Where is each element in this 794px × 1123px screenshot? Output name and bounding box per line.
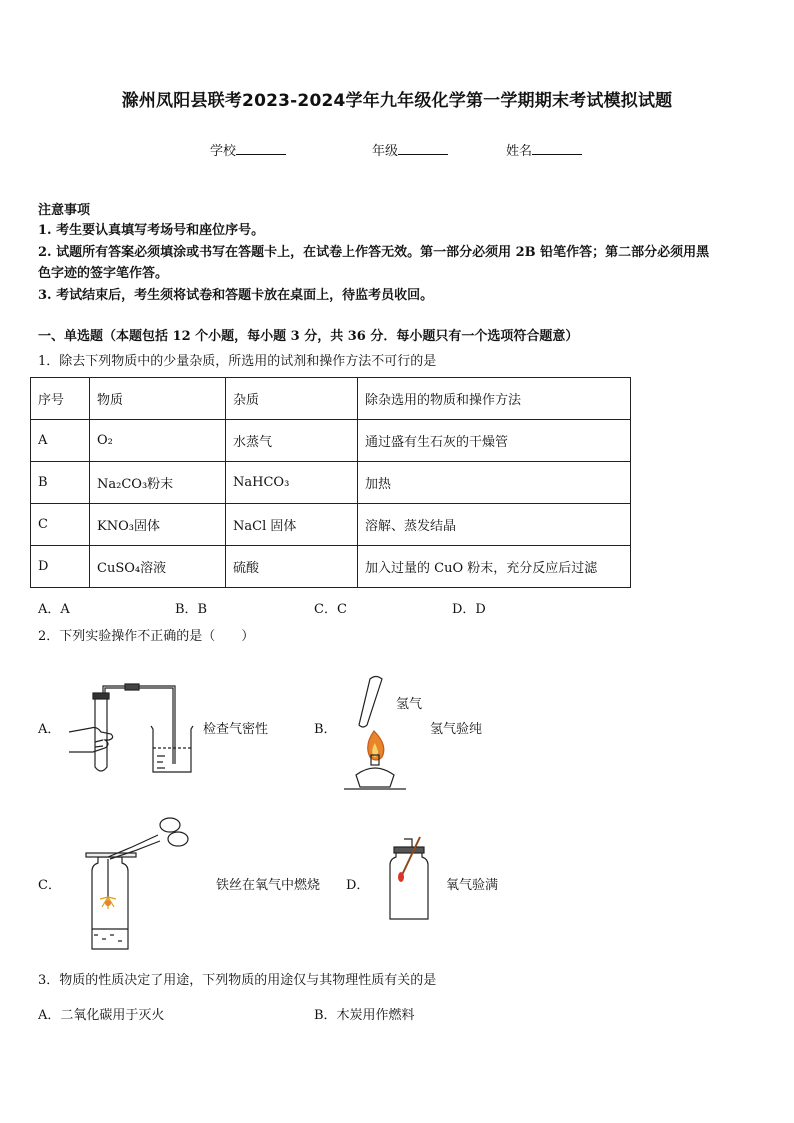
- q2-option-a-caption: 检查气密性: [203, 722, 269, 737]
- q2-option-b-tag: 氢气: [396, 697, 423, 712]
- table-cell: C: [31, 504, 90, 546]
- note-item-2-cont: 色字迹的签字笔作答。: [38, 266, 169, 281]
- name-label: 姓名: [506, 144, 533, 159]
- table-header: 除杂选用的物质和操作方法: [358, 378, 631, 420]
- note-item-3: 3. 考试结束后，考生须将试卷和答题卡放在桌面上，待监考员收回。: [38, 288, 434, 303]
- section-heading: 一、单选题（本题包括 12 个小题，每小题 3 分，共 36 分．每小题只有一个选项符合题意）: [38, 329, 579, 344]
- grade-label: 年级: [372, 144, 399, 159]
- q3-option-a[interactable]: A．二氧化碳用于灭火: [38, 1008, 165, 1023]
- table-cell: 硫酸: [226, 546, 358, 588]
- school-label: 学校: [210, 144, 237, 159]
- q1-stem: 1．除去下列物质中的少量杂质，所选用的试剂和操作方法不可行的是: [38, 354, 437, 369]
- table-row: [31, 546, 631, 588]
- table-row: [31, 462, 631, 504]
- table-cell: O₂: [90, 420, 226, 462]
- note-item-2: 2. 试题所有答案必须填涂或书写在答题卡上，在试卷上作答无效。第一部分必须用 2B 铅笔作答；第二部分必须用黑: [38, 245, 710, 260]
- table-cell: B: [31, 462, 90, 504]
- q2-option-d-caption: 氧气验满: [446, 878, 499, 893]
- q1-table: [30, 377, 631, 588]
- table-cell: A: [31, 420, 90, 462]
- table-cell: KNO₃固体: [90, 504, 226, 546]
- iron-wire-combustion-figure: [78, 813, 193, 956]
- table-header-row: [31, 378, 631, 420]
- airtightness-check-figure: [65, 682, 195, 777]
- note-item-1: 1. 考生要认真填写考场号和座位序号。: [38, 223, 265, 238]
- table-cell: 溶解、蒸发结晶: [358, 504, 631, 546]
- q1-option-d[interactable]: D．D: [452, 602, 486, 617]
- table-cell: 加入过量的 CuO 粉末，充分反应后过滤: [358, 546, 631, 588]
- table-cell: 通过盛有生石灰的干燥管: [358, 420, 631, 462]
- grade-field[interactable]: [372, 140, 448, 159]
- table-cell: 水蒸气: [226, 420, 358, 462]
- table-row: [31, 420, 631, 462]
- table-header: 物质: [90, 378, 226, 420]
- q2-option-d-label[interactable]: D．: [346, 878, 370, 893]
- table-cell: D: [31, 546, 90, 588]
- q2-option-c-label[interactable]: C．: [38, 878, 61, 893]
- table-cell: Na₂CO₃粉末: [90, 462, 226, 504]
- table-header: 杂质: [226, 378, 358, 420]
- q2-option-a-label[interactable]: A．: [38, 722, 61, 737]
- table-cell: CuSO₄溶液: [90, 546, 226, 588]
- q1-option-b[interactable]: B．B: [175, 602, 208, 617]
- q3-stem: 3．物质的性质决定了用途，下列物质的用途仅与其物理性质有关的是: [38, 973, 437, 988]
- table-cell: NaCl 固体: [226, 504, 358, 546]
- q1-option-c[interactable]: C．C: [314, 602, 347, 617]
- table-row: [31, 504, 631, 546]
- q3-option-b[interactable]: B．木炭用作燃料: [314, 1008, 415, 1023]
- q2-option-b-label[interactable]: B．: [314, 722, 337, 737]
- q1-option-a[interactable]: A．A: [38, 602, 70, 617]
- page-title: 滁州凤阳县联考2023-2024学年九年级化学第一学期期末考试模拟试题: [121, 91, 673, 111]
- school-field[interactable]: [210, 140, 286, 159]
- q2-stem: 2．下列实验操作不正确的是（ ）: [38, 629, 255, 644]
- q2-option-c-caption: 铁丝在氧气中燃烧: [216, 878, 321, 893]
- table-cell: NaHCO₃: [226, 462, 358, 504]
- notes-heading: 注意事项: [38, 203, 91, 218]
- name-field[interactable]: [506, 140, 582, 159]
- q2-option-b-caption: 氢气验纯: [430, 722, 483, 737]
- table-header: 序号: [31, 378, 90, 420]
- table-cell: 加热: [358, 462, 631, 504]
- oxygen-full-test-figure: [380, 835, 440, 923]
